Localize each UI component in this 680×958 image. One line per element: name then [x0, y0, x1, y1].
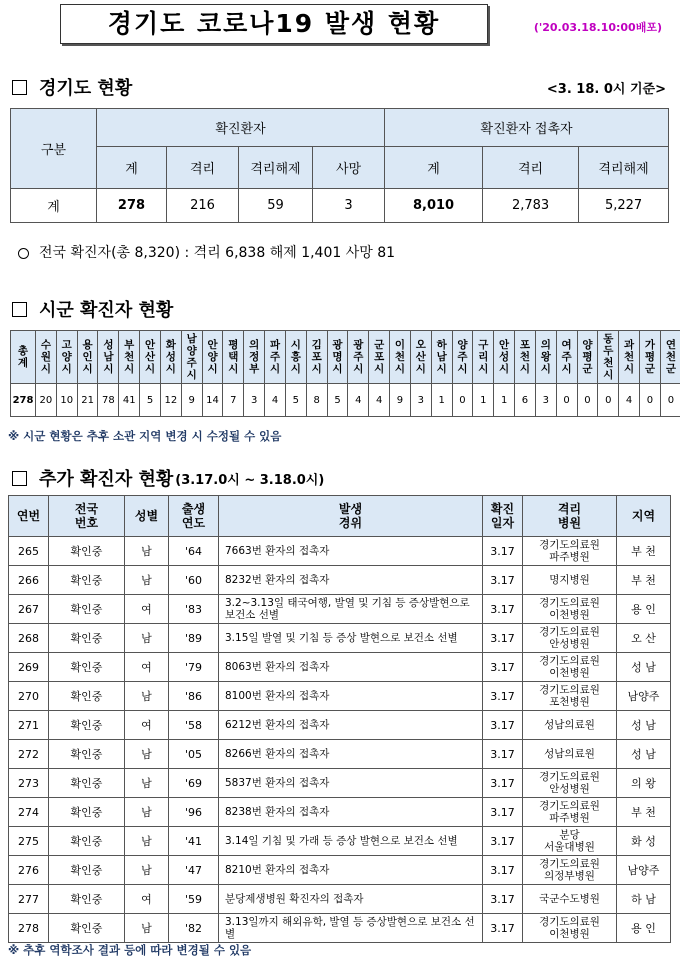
confirm-date: 3.17 — [483, 624, 523, 653]
confirm-date: 3.17 — [483, 711, 523, 740]
city-header: 부 천 시 — [119, 331, 140, 384]
infection-route: 8063번 환자의 접촉자 — [219, 653, 483, 682]
additions-header: 전국 번호 — [49, 496, 125, 537]
hospital: 경기도의료원 파주병원 — [523, 798, 617, 827]
checkbox-square-icon — [12, 471, 27, 486]
sex: 남 — [125, 740, 169, 769]
header-confirmed: 확진환자 — [97, 109, 385, 147]
province-summary-table — [10, 108, 669, 223]
city-value: 9 — [181, 384, 202, 417]
confirm-date: 3.17 — [483, 566, 523, 595]
infection-route: 8210번 환자의 접촉자 — [219, 856, 483, 885]
additions-header: 확진 일자 — [483, 496, 523, 537]
hospital: 경기도의료원 파주병원 — [523, 537, 617, 566]
city-header: 하 남 시 — [431, 331, 452, 384]
city-value: 78 — [98, 384, 119, 417]
sex: 남 — [125, 769, 169, 798]
hospital: 명지병원 — [523, 566, 617, 595]
birth-year: '83 — [169, 595, 219, 624]
infection-route: 8232번 환자의 접촉자 — [219, 566, 483, 595]
city-value: 41 — [119, 384, 140, 417]
circle-bullet-icon — [18, 248, 29, 259]
national-text: 전국 확진자(총 8,320) : 격리 6,838 해제 1,401 사망 81 — [39, 245, 396, 261]
city-header: 양 주 시 — [452, 331, 473, 384]
region: 하 남 — [617, 885, 671, 914]
table-row — [9, 740, 671, 769]
sex: 남 — [125, 856, 169, 885]
national-number: 확인중 — [49, 595, 125, 624]
case-number: 267 — [9, 595, 49, 624]
case-number: 268 — [9, 624, 49, 653]
birth-year: '69 — [169, 769, 219, 798]
region: 용 인 — [617, 914, 671, 943]
additions-header: 연번 — [9, 496, 49, 537]
header-cell: 격리해제 — [579, 147, 669, 189]
city-value: 0 — [556, 384, 577, 417]
sex: 남 — [125, 827, 169, 856]
city-header: 동 두 천 시 — [598, 331, 619, 384]
national-number: 확인중 — [49, 740, 125, 769]
table-row — [9, 856, 671, 885]
city-header: 평 택 시 — [223, 331, 244, 384]
case-number: 273 — [9, 769, 49, 798]
city-value: 3 — [244, 384, 265, 417]
infection-route: 3.14일 기침 및 가래 등 증상 발현으로 보건소 선별 — [219, 827, 483, 856]
city-header: 파 주 시 — [265, 331, 286, 384]
additions-header: 발생 경위 — [219, 496, 483, 537]
hospital: 경기도의료원 의정부병원 — [523, 856, 617, 885]
region: 성 남 — [617, 653, 671, 682]
city-value: 9 — [390, 384, 411, 417]
value-cell: 59 — [239, 189, 313, 223]
city-header: 군 포 시 — [369, 331, 390, 384]
confirm-date: 3.17 — [483, 653, 523, 682]
region: 부 천 — [617, 566, 671, 595]
value-cell: 2,783 — [483, 189, 579, 223]
case-number: 271 — [9, 711, 49, 740]
confirm-date: 3.17 — [483, 885, 523, 914]
infection-route: 8100번 환자의 접촉자 — [219, 682, 483, 711]
city-value: 4 — [265, 384, 286, 417]
city-header: 남 양 주 시 — [181, 331, 202, 384]
header-contacts: 확진환자 접촉자 — [385, 109, 669, 147]
section-title: 경기도 현황 — [39, 78, 133, 99]
case-number: 269 — [9, 653, 49, 682]
city-value: 5 — [285, 384, 306, 417]
city-value: 6 — [515, 384, 536, 417]
section-range: (3.17.0시 ~ 3.18.0시) — [175, 472, 325, 488]
city-header: 과 천 시 — [619, 331, 640, 384]
national-number: 확인중 — [49, 769, 125, 798]
national-number: 확인중 — [49, 798, 125, 827]
sex: 여 — [125, 595, 169, 624]
value-cell: 216 — [167, 189, 239, 223]
additions-header: 성별 — [125, 496, 169, 537]
table-row — [9, 798, 671, 827]
birth-year: '58 — [169, 711, 219, 740]
national-summary — [18, 242, 395, 262]
city-value: 5 — [327, 384, 348, 417]
header-cell: 격리 — [483, 147, 579, 189]
city-value: 1 — [431, 384, 452, 417]
city-header: 광 명 시 — [327, 331, 348, 384]
table-row — [9, 537, 671, 566]
hospital: 경기도의료원 이천병원 — [523, 595, 617, 624]
case-number: 278 — [9, 914, 49, 943]
national-number: 확인중 — [49, 537, 125, 566]
birth-year: '86 — [169, 682, 219, 711]
city-value: 7 — [223, 384, 244, 417]
region: 남양주 — [617, 682, 671, 711]
confirm-date: 3.17 — [483, 827, 523, 856]
sex: 여 — [125, 711, 169, 740]
confirm-date: 3.17 — [483, 740, 523, 769]
birth-year: '47 — [169, 856, 219, 885]
confirm-date: 3.17 — [483, 856, 523, 885]
table-row — [9, 566, 671, 595]
hospital: 경기도의료원 이천병원 — [523, 914, 617, 943]
case-number: 266 — [9, 566, 49, 595]
city-value: 0 — [640, 384, 661, 417]
city-value: 20 — [36, 384, 57, 417]
city-header-total: 총 계 — [11, 331, 36, 384]
value-cell: 278 — [97, 189, 167, 223]
city-header: 양 평 군 — [577, 331, 598, 384]
city-header: 오 산 시 — [410, 331, 431, 384]
national-number: 확인중 — [49, 856, 125, 885]
city-value: 0 — [660, 384, 680, 417]
birth-year: '64 — [169, 537, 219, 566]
city-header: 의 정 부 — [244, 331, 265, 384]
checkbox-square-icon — [12, 80, 27, 95]
table-row — [9, 595, 671, 624]
infection-route: 7663번 환자의 접촉자 — [219, 537, 483, 566]
section-title: 시군 확진자 현황 — [39, 300, 174, 321]
national-number: 확인중 — [49, 566, 125, 595]
city-value: 12 — [160, 384, 181, 417]
city-note: ※ 시군 현황은 추후 소관 지역 변경 시 수정될 수 있음 — [8, 429, 282, 443]
section-city-heading — [12, 296, 173, 322]
title-bar — [6, 4, 666, 46]
case-number: 275 — [9, 827, 49, 856]
table-row — [9, 914, 671, 943]
hospital: 경기도의료원 안성병원 — [523, 624, 617, 653]
city-header: 여 주 시 — [556, 331, 577, 384]
header-cell: 격리 — [167, 147, 239, 189]
infection-route: 8238번 환자의 접촉자 — [219, 798, 483, 827]
birth-year: '89 — [169, 624, 219, 653]
case-number: 265 — [9, 537, 49, 566]
city-header: 의 왕 시 — [535, 331, 556, 384]
city-header: 안 산 시 — [140, 331, 161, 384]
sex: 남 — [125, 914, 169, 943]
city-header: 광 주 시 — [348, 331, 369, 384]
city-value: 5 — [140, 384, 161, 417]
sex: 여 — [125, 653, 169, 682]
region: 화 성 — [617, 827, 671, 856]
city-value: 3 — [535, 384, 556, 417]
section-province-heading — [12, 74, 132, 100]
additions-header: 격리 병원 — [523, 496, 617, 537]
confirm-date: 3.17 — [483, 914, 523, 943]
city-header: 안 성 시 — [494, 331, 515, 384]
infection-route: 3.2~3.13일 태국여행, 발열 및 기침 등 증상발현으로 보건소 선별 — [219, 595, 483, 624]
header-category: 구분 — [11, 109, 97, 189]
infection-route: 8266번 환자의 접촉자 — [219, 740, 483, 769]
confirm-date: 3.17 — [483, 682, 523, 711]
table-row — [9, 885, 671, 914]
infection-route: 6212번 환자의 접촉자 — [219, 711, 483, 740]
city-value: 0 — [598, 384, 619, 417]
city-value: 0 — [452, 384, 473, 417]
city-header: 김 포 시 — [306, 331, 327, 384]
hospital: 경기도의료원 이천병원 — [523, 653, 617, 682]
release-date: ('20.03.18.10:00배포) — [533, 21, 662, 34]
region: 오 산 — [617, 624, 671, 653]
city-header: 고 양 시 — [56, 331, 77, 384]
birth-year: '79 — [169, 653, 219, 682]
national-number: 확인중 — [49, 914, 125, 943]
confirm-date: 3.17 — [483, 769, 523, 798]
table-row — [9, 624, 671, 653]
city-header: 이 천 시 — [390, 331, 411, 384]
city-value: 10 — [56, 384, 77, 417]
birth-year: '05 — [169, 740, 219, 769]
region: 성 남 — [617, 740, 671, 769]
additions-header: 지역 — [617, 496, 671, 537]
city-header: 용 인 시 — [77, 331, 98, 384]
region: 의 왕 — [617, 769, 671, 798]
table-row — [9, 769, 671, 798]
city-value: 8 — [306, 384, 327, 417]
section-title: 추가 확진자 현황 — [39, 469, 174, 490]
city-value: 3 — [410, 384, 431, 417]
region: 부 천 — [617, 798, 671, 827]
sex: 남 — [125, 798, 169, 827]
table-row — [9, 653, 671, 682]
confirm-date: 3.17 — [483, 537, 523, 566]
table-row — [9, 711, 671, 740]
city-header: 연 천 군 — [660, 331, 680, 384]
national-number: 확인중 — [49, 885, 125, 914]
additional-cases-table — [8, 495, 671, 943]
case-number: 274 — [9, 798, 49, 827]
national-number: 확인중 — [49, 827, 125, 856]
hospital: 경기도의료원 안성병원 — [523, 769, 617, 798]
city-value: 4 — [619, 384, 640, 417]
infection-route: 3.15일 발열 및 기침 등 증상 발현으로 보건소 선별 — [219, 624, 483, 653]
value-cell: 3 — [313, 189, 385, 223]
case-number: 270 — [9, 682, 49, 711]
region: 성 남 — [617, 711, 671, 740]
national-number: 확인중 — [49, 682, 125, 711]
footer-note: ※ 추후 역학조사 결과 등에 따라 변경될 수 있음 — [8, 943, 252, 957]
additions-header: 출생 연도 — [169, 496, 219, 537]
confirm-date: 3.17 — [483, 595, 523, 624]
infection-route: 5837번 환자의 접촉자 — [219, 769, 483, 798]
case-number: 277 — [9, 885, 49, 914]
value-cell: 8,010 — [385, 189, 483, 223]
hospital: 성남의료원 — [523, 711, 617, 740]
header-cell: 격리해제 — [239, 147, 313, 189]
case-number: 272 — [9, 740, 49, 769]
city-header: 안 양 시 — [202, 331, 223, 384]
value-cell: 5,227 — [579, 189, 669, 223]
sex: 남 — [125, 537, 169, 566]
city-header: 구 리 시 — [473, 331, 494, 384]
birth-year: '60 — [169, 566, 219, 595]
city-total-value: 278 — [11, 384, 36, 417]
sex: 남 — [125, 682, 169, 711]
birth-year: '82 — [169, 914, 219, 943]
birth-year: '96 — [169, 798, 219, 827]
hospital: 국군수도병원 — [523, 885, 617, 914]
city-header: 화 성 시 — [160, 331, 181, 384]
national-number: 확인중 — [49, 711, 125, 740]
city-value: 4 — [369, 384, 390, 417]
sex: 여 — [125, 885, 169, 914]
infection-route: 3.13일까지 해외유학, 발열 등 증상발현으로 보건소 선별 — [219, 914, 483, 943]
sex: 남 — [125, 624, 169, 653]
table-row — [9, 827, 671, 856]
city-header: 가 평 군 — [640, 331, 661, 384]
table-row — [9, 682, 671, 711]
city-header: 포 천 시 — [515, 331, 536, 384]
city-header: 수 원 시 — [36, 331, 57, 384]
region: 용 인 — [617, 595, 671, 624]
confirm-date: 3.17 — [483, 798, 523, 827]
basis-time: <3. 18. 0시 기준> — [546, 82, 666, 97]
sex: 남 — [125, 566, 169, 595]
national-number: 확인중 — [49, 624, 125, 653]
region: 부 천 — [617, 537, 671, 566]
city-value: 14 — [202, 384, 223, 417]
city-value: 1 — [494, 384, 515, 417]
city-value: 0 — [577, 384, 598, 417]
hospital: 경기도의료원 포천병원 — [523, 682, 617, 711]
city-header: 시 흥 시 — [285, 331, 306, 384]
birth-year: '41 — [169, 827, 219, 856]
checkbox-square-icon — [12, 302, 27, 317]
city-value: 21 — [77, 384, 98, 417]
city-value: 1 — [473, 384, 494, 417]
city-value: 4 — [348, 384, 369, 417]
infection-route: 분당제생병원 확진자의 접촉자 — [219, 885, 483, 914]
city-table — [10, 330, 680, 417]
page-title: 경기도 코로나19 발생 현황 — [60, 4, 488, 44]
city-header: 성 남 시 — [98, 331, 119, 384]
header-cell: 계 — [385, 147, 483, 189]
hospital: 분당 서울대병원 — [523, 827, 617, 856]
national-number: 확인중 — [49, 653, 125, 682]
hospital: 성남의료원 — [523, 740, 617, 769]
row-label: 계 — [11, 189, 97, 223]
region: 남양주 — [617, 856, 671, 885]
header-cell: 계 — [97, 147, 167, 189]
birth-year: '59 — [169, 885, 219, 914]
section-additions-heading — [12, 465, 324, 491]
header-cell: 사망 — [313, 147, 385, 189]
case-number: 276 — [9, 856, 49, 885]
